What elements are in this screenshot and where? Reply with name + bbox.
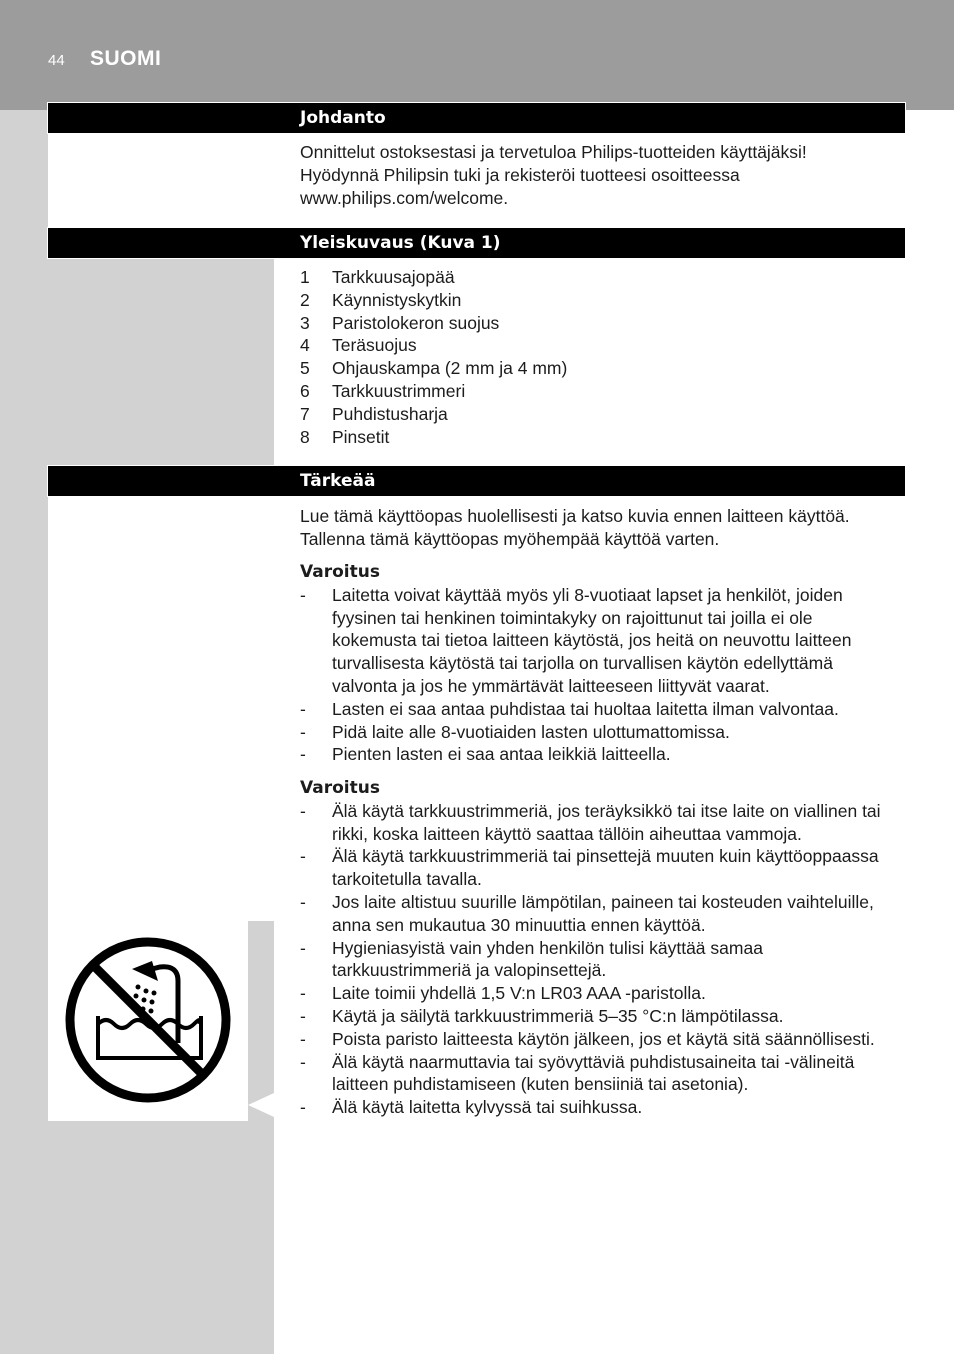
warning-heading: Varoitus	[300, 562, 380, 582]
warning-block-2	[300, 777, 900, 1119]
list-item: - Käytä ja säilytä tarkkuustrimmeriä 5–35 °C:n lämpötilassa.	[300, 1005, 784, 1026]
list-item: - Pienten lasten ei saa antaa leikkiä laitteella.	[300, 744, 671, 765]
list-item: - Jos laite altistuu suurille lämpötilan, paineen tai kosteuden vaihteluille, anna sen mukautua 30 minuuttia ennen käyttöä.	[300, 891, 874, 935]
list-item: 1 Tarkkuusajopää	[300, 267, 455, 287]
warning-list	[300, 584, 900, 766]
list-item: 4 Teräsuojus	[300, 335, 417, 356]
parts-list	[300, 266, 900, 448]
list-item: - Hygieniasyistä vain yhden henkilön tulisi käyttää samaa tarkkuustrimmeriä ja valopinsettejä.	[300, 937, 763, 981]
section-title: Johdanto	[300, 108, 386, 128]
list-item: 6 Tarkkuustrimmeri	[300, 380, 466, 401]
warning-list	[300, 800, 900, 1119]
sidebar-gap-important	[48, 496, 274, 921]
warning-block-1	[300, 561, 900, 766]
important-intro	[300, 505, 900, 551]
intro-text	[300, 141, 900, 209]
warning-heading: Varoitus	[300, 778, 380, 798]
list-item: - Poista paristo laitteesta käytön jälkeen, jos et käytä sitä säännöllisesti.	[300, 1028, 875, 1049]
no-bath-shower-icon	[48, 921, 248, 1121]
list-item: - Laite toimii yhdellä 1,5 V:n LR03 AAA -paristolla.	[300, 983, 706, 1004]
important-line: Tallenna tämä käyttöopas myöhempää käyttöä varten.	[300, 528, 720, 549]
list-item: 5 Ohjauskampa (2 mm ja 4 mm)	[300, 358, 568, 379]
important-line: Lue tämä käyttöopas huolellisesti ja katso kuvia ennen laitteen käyttöä.	[300, 506, 850, 526]
list-item: - Älä käytä naarmuttavia tai syövyttäviä puhdistusaineita tai -välineitä laitteen puhdistamiseen (kuten bensiiniä tai asetonia).	[300, 1051, 855, 1095]
sidebar-gap-intro	[48, 132, 274, 228]
intro-line: Onnittelut ostoksestasi ja tervetuloa Philips-tuotteiden käyttäjäksi!	[300, 142, 807, 162]
list-item: 2 Käynnistyskytkin	[300, 289, 462, 310]
page-number: 44	[48, 52, 65, 69]
intro-line: Hyödynnä Philipsin tuki ja rekisteröi tuotteesi osoitteessa	[300, 164, 740, 185]
intro-url[interactable]: www.philips.com/welcome.	[300, 187, 509, 208]
section-header-intro	[48, 103, 905, 133]
section-header-important	[48, 466, 905, 496]
list-item: - Laitetta voivat käyttää myös yli 8-vuotiaat lapset ja henkilöt, joiden fyysinen tai henkinen toimintakyky on rajoittunut tai joilla ei ole kokemusta tai tietoa laitteen käytöstä, jos heitä on neuvottu laitteen turvallisesta käytöstä tai tarjolla on turvallisen käytön edellyttämä valvonta ja jos he ymmärtävät laitteeseen liittyvät vaarat.	[300, 584, 852, 696]
section-title: Yleiskuvaus (Kuva 1)	[300, 233, 501, 253]
list-item: - Älä käytä laitetta kylvyssä tai suihkussa.	[300, 1097, 643, 1118]
list-item: 7 Puhdistusharja	[300, 403, 448, 424]
list-item: 8 Pinsetit	[300, 426, 390, 447]
list-item: - Älä käytä tarkkuustrimmeriä, jos teräyksikkö tai itse laite on viallinen tai rikki, koska laitteen käyttö saattaa tällöin aiheuttaa vammoja.	[300, 800, 881, 844]
language-title: SUOMI	[90, 47, 162, 70]
overview-list-container	[300, 266, 900, 448]
list-item: - Pidä laite alle 8-vuotiaiden lasten ulottumattomissa.	[300, 721, 730, 742]
list-item: 3 Paristolokeron suojus	[300, 312, 500, 333]
image-pointer-arrow	[248, 1093, 274, 1117]
section-header-overview	[48, 228, 905, 258]
section-title: Tärkeää	[300, 471, 376, 491]
warning-image-box	[48, 921, 248, 1121]
list-item: - Lasten ei saa antaa puhdistaa tai huoltaa laitetta ilman valvontaa.	[300, 698, 839, 719]
list-item: - Älä käytä tarkkuustrimmeriä tai pinsettejä muuten kuin käyttöoppaassa tarkoitetulla tavalla.	[300, 846, 879, 890]
